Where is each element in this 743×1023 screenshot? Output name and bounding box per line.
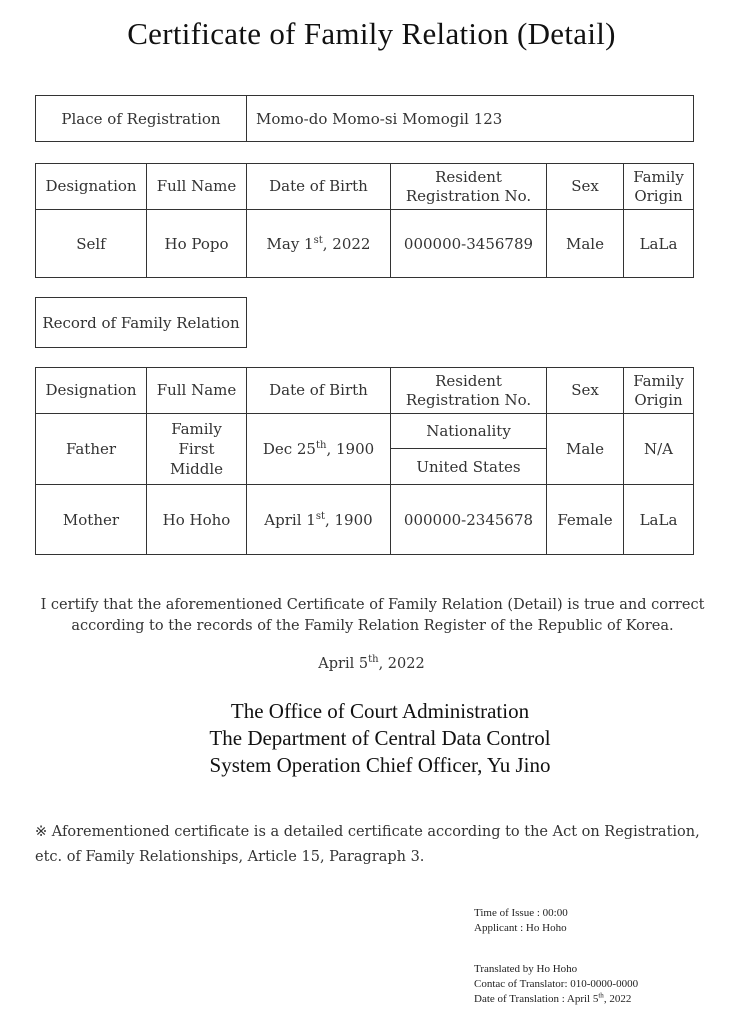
registration-label: Place of Registration [36, 96, 247, 142]
registration-value: Momo-do Momo-si Momogil 123 [247, 96, 694, 142]
mother-designation: Mother [36, 485, 147, 555]
issuing-office: The Office of Court Administration The Department of Central Data Control System Operation Chief Officer, Yu Jino [209, 699, 551, 777]
certification-date: April 5th, 2022 [318, 654, 425, 672]
header-date-of-birth: Date of Birth [247, 368, 391, 414]
record-label-box [35, 297, 247, 348]
certification-statement: I certify that the aforementioned Certificate of Family Relation (Detail) is true and correct according to the records of the Family Relation Register of the Republic of Korea. [40, 597, 705, 634]
header-row [36, 368, 694, 414]
header-date-of-birth: Date of Birth [247, 164, 391, 210]
header-sex: Sex [547, 164, 624, 210]
mother-date-of-birth: April 1st, 1900 [247, 485, 391, 555]
father-sex: Male [547, 414, 624, 485]
self-table [35, 163, 694, 278]
father-row [36, 414, 694, 449]
self-row [36, 210, 694, 278]
mother-registration-no: 000000-2345678 [391, 485, 547, 555]
header-registration-no: Resident Registration No. [391, 368, 547, 414]
legal-note: ※ Aforementioned certificate is a detailed certificate according to the Act on Registration, etc. of Family Relationships, Article 15, Paragraph 3. [35, 824, 700, 865]
father-full-name: Family First Middle [147, 414, 247, 485]
translation-date: Date of Translation : April 5th, 2022 [474, 991, 632, 1005]
registration-table [35, 95, 694, 142]
father-family-origin: N/A [624, 414, 694, 485]
header-family-origin: Family Origin [624, 164, 694, 210]
applicant: Applicant : Ho Hoho [474, 922, 567, 934]
self-registration-no: 000000-3456789 [391, 210, 547, 278]
translated-by: Translated by Ho Hoho [474, 963, 578, 975]
header-full-name: Full Name [147, 164, 247, 210]
mother-full-name: Ho Hoho [147, 485, 247, 555]
header-designation: Designation [36, 368, 147, 414]
father-nationality-label: Nationality [391, 414, 547, 449]
self-date-of-birth: May 1st, 2022 [247, 210, 391, 278]
header-sex: Sex [547, 368, 624, 414]
document-title: Certificate of Family Relation (Detail) [127, 16, 616, 51]
record-label: Record of Family Relation [36, 298, 247, 348]
father-date-of-birth: Dec 25th, 1900 [247, 414, 391, 485]
mother-row [36, 485, 694, 555]
translation-info [474, 962, 638, 1007]
self-designation: Self [36, 210, 147, 278]
mother-sex: Female [547, 485, 624, 555]
self-sex: Male [547, 210, 624, 278]
translator-contact: Contac of Translator: 010-0000-0000 [474, 978, 639, 990]
family-table [35, 367, 694, 555]
header-full-name: Full Name [147, 368, 247, 414]
header-family-origin: Family Origin [624, 368, 694, 414]
header-registration-no: Resident Registration No. [391, 164, 547, 210]
time-of-issue: Time of Issue : 00:00 [474, 907, 568, 919]
father-designation: Father [36, 414, 147, 485]
self-family-origin: LaLa [624, 210, 694, 278]
self-full-name: Ho Popo [147, 210, 247, 278]
mother-family-origin: LaLa [624, 485, 694, 555]
header-designation: Designation [36, 164, 147, 210]
father-nationality: United States [391, 449, 547, 485]
header-row [36, 164, 694, 210]
issue-info [474, 906, 568, 936]
